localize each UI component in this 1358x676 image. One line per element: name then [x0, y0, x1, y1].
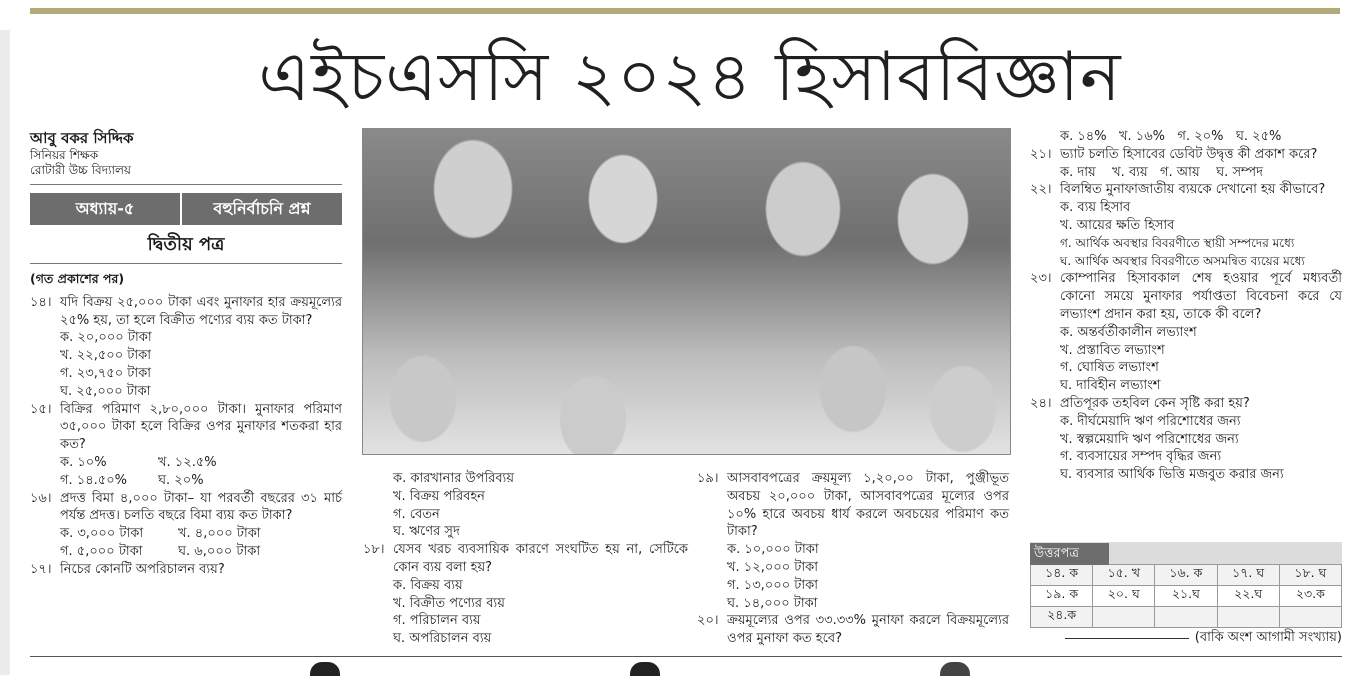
- table-cell: ১৭. ঘ: [1217, 565, 1279, 586]
- option: গ. ১৩,০০০ টাকা: [727, 577, 819, 593]
- option: খ. বিক্রীত পণ্যের ব্যয়: [393, 595, 505, 611]
- option-row: ক. ১৪% খ. ১৬% গ. ২০% ঘ. ২৫%: [1060, 129, 1282, 144]
- option-row: ক. দায় খ. ব্যয় গ. আয় ঘ. সম্পদ: [1060, 164, 1263, 180]
- answer-key-title: উত্তরপত্র: [1030, 543, 1109, 565]
- table-row: [1031, 607, 1342, 628]
- option: খ. ১২,০০০ টাকা: [727, 559, 819, 575]
- option-row: ক. ১০% খ. ১২.৫%: [60, 454, 217, 470]
- students-celebration-photo: [362, 128, 1011, 455]
- option: খ. প্রস্তাবিত লভ্যাংশ: [1060, 342, 1165, 358]
- paper-title: দ্বিতীয় পত্র: [147, 234, 225, 255]
- option: ক. ১০,০০০ টাকা: [727, 542, 819, 558]
- page-headline: এইচএসসি ২০২৪ হিসাববিজ্ঞান: [258, 38, 1122, 117]
- cropped-glyph: [940, 662, 970, 676]
- column-2: [363, 470, 688, 648]
- option: ঘ. ঋণের সুদ: [393, 524, 460, 540]
- divider: [30, 263, 342, 264]
- table-cell: [1093, 607, 1155, 628]
- option: গ. ঘোষিত লভ্যাংশ: [1060, 360, 1159, 376]
- table-cell: ১৯. ক: [1031, 586, 1093, 607]
- question-16: ১৬। প্রদত্ত বিমা ৪,০০০ টাকা– যা পরবর্তী বছরের ৩১ মার্চ পর্যন্ত প্রদত্ত। চলতি বছরে বিমা ব্যয় কত টাকা?: [30, 490, 342, 524]
- question-24: ২৪। প্রতিপূরক তহবিল কেন সৃষ্টি করা হয়?: [1030, 395, 1250, 411]
- chapter-type: বহুনির্বাচনি প্রশ্ন: [213, 199, 311, 218]
- option-row: গ. ১৪.৫০% ঘ. ২০%: [60, 472, 204, 488]
- question-14: ১৪। যদি বিক্রয় ২৫,০০০ টাকা এবং মুনাফার হার ক্রয়মূল্যের ২৫% হয়, তা হলে বিক্রীত পণ্যের ব্যয় কত টাকা?: [30, 294, 342, 328]
- option: গ. ব্যবসায়ের সম্পদ বৃদ্ধির জন্য: [1060, 449, 1222, 465]
- cropped-glyph: [630, 662, 660, 676]
- option: ক. কারখানার উপরিব্যয়: [393, 471, 514, 486]
- next-headline-cropped: [290, 662, 970, 676]
- table-cell: ২২.ঘ: [1217, 586, 1279, 607]
- option: ক. ২০,০০০ টাকা: [60, 330, 152, 346]
- table-cell: ১৬. ক: [1155, 565, 1217, 586]
- left-page-margin: [0, 30, 10, 675]
- option: গ. আর্থিক অবস্থার বিবরণীতে স্থায়ী সম্পদের মধ্যে: [1060, 235, 1295, 250]
- author-school: রোটারী উচ্চ বিদ্যালয়: [30, 163, 131, 177]
- table-cell: ২৩.ক: [1279, 586, 1341, 607]
- previous-note: (গত প্রকাশের পর): [30, 271, 125, 286]
- option: খ. বিক্রয় পরিবহন: [393, 488, 485, 504]
- answer-table: [1030, 564, 1342, 628]
- option: ঘ. ১৪,০০০ টাকা: [727, 595, 818, 611]
- continued-note: [1065, 628, 1342, 649]
- table-row: [1031, 565, 1342, 586]
- chapter-label: অধ্যায়-৫: [30, 193, 182, 225]
- chapter-banner: [30, 193, 342, 225]
- bottom-rule: [30, 656, 1342, 657]
- table-cell: [1155, 607, 1217, 628]
- author-role: সিনিয়র শিক্ষক: [30, 148, 99, 162]
- question-22: ২২। বিলম্বিত মুনাফাজাতীয় ব্যয়কে দেখানো হয় কীভাবে?: [1030, 182, 1326, 198]
- column-4: [1030, 128, 1342, 484]
- question-23: ২৩। কোম্পানির হিসাবকাল শেষ হওয়ার পূর্বে মধ্যবর্তী কোনো সময়ে মুনাফার পর্যাপ্ততা বিবেচনা করে যে লভ্যাংশ প্রদান করা হয়, তাকে কী বলে?: [1030, 271, 1342, 322]
- table-cell: ১৮. ঘ: [1279, 565, 1341, 586]
- option: ঘ. ব্যবসার আর্থিক ভিত্তি মজবুত করার জন্য: [1060, 467, 1284, 483]
- option: গ. বেতন: [393, 506, 440, 522]
- question-20: ২০। ক্রয়মূল্যের ওপর ৩৩.৩৩% মুনাফা করলে বিক্রয়মূল্যের ওপর মুনাফা কত হবে?: [697, 613, 1009, 647]
- answer-key: [1030, 542, 1342, 628]
- table-cell: ১৫. খ: [1093, 565, 1155, 586]
- continued-line: [1065, 638, 1189, 639]
- table-row: [1031, 586, 1342, 607]
- option: গ. পরিচালন ব্যয়: [393, 613, 481, 629]
- continued-text: (বাকি অংশ আগামী সংখ্যায়): [1194, 630, 1342, 645]
- option: ঘ. আর্থিক অবস্থার বিবরণীতে অসমন্বিত ব্যয়ের মধ্যে: [1060, 253, 1305, 268]
- table-cell: ২৪.ক: [1031, 607, 1093, 628]
- question-19: ১৯। আসবাবপত্রের ক্রয়মূল্য ১,২০,০০ টাকা, পুঞ্জীভূত অবচয় ২০,০০০ টাকা, আসবাবপত্রের মূল্যের ওপর ১০% হারে অবচয় ধার্য করলে অবচয়ের পরিমাণ কত টাকা?: [697, 471, 1009, 540]
- cropped-glyph: [310, 662, 340, 676]
- option: ঘ. অপরিচালন ব্যয়: [393, 631, 492, 647]
- option: ক. অন্তর্বর্তীকালীন লভ্যাংশ: [1060, 324, 1197, 340]
- question-17: ১৭। নিচের কোনটি অপরিচালন ব্যয়?: [30, 561, 225, 577]
- question-21: ২১। ভ্যাট চলতি হিসাবের ডেবিট উদ্বৃত্ত কী প্রকাশ করে?: [1030, 146, 1318, 162]
- question-15: ১৫। বিক্রির পরিমাণ ২,৮০,০০০ টাকা। মুনাফার পরিমাণ ৩৫,০০০ টাকা হলে বিক্রির ওপর মুনাফার শতকরা হার কত?: [30, 401, 342, 453]
- option: ক. ব্যয় হিসাব: [1060, 200, 1131, 216]
- column-3: [697, 470, 1009, 648]
- option: ক. দীর্ঘমেয়াদি ঋণ পরিশোধের জন্য: [1060, 413, 1241, 429]
- option: খ. আয়ের ক্ষতি হিসাব: [1060, 217, 1175, 233]
- option: খ. স্বল্পমেয়াদি ঋণ পরিশোধের জন্য: [1060, 431, 1239, 447]
- table-cell: [1217, 607, 1279, 628]
- top-decorative-rule: [30, 8, 1340, 14]
- option: ক. বিক্রয় ব্যয়: [393, 577, 463, 593]
- option: খ. ২২,৫০০ টাকা: [60, 348, 152, 364]
- option: গ. ২৩,৭৫০ টাকা: [60, 365, 152, 381]
- option: ঘ. দাবিহীন লভ্যাংশ: [1060, 378, 1161, 394]
- answer-key-header: [1030, 542, 1342, 564]
- option: ঘ. ২৫,০০০ টাকা: [60, 383, 151, 399]
- option-row: ক. ৩,০০০ টাকা খ. ৪,০০০ টাকা: [60, 526, 261, 542]
- table-cell: ১৪. ক: [1031, 565, 1093, 586]
- divider: [30, 184, 342, 185]
- column-1: [30, 128, 342, 579]
- table-cell: ২০. ঘ: [1093, 586, 1155, 607]
- table-cell: ২১.ঘ: [1155, 586, 1217, 607]
- author-name: আবু বকর সিদ্দিক: [30, 129, 134, 147]
- table-cell: [1279, 607, 1341, 628]
- option-row: গ. ৫,০০০ টাকা ঘ. ৬,০০০ টাকা: [60, 543, 261, 559]
- question-18: ১৮। যেসব খরচ ব্যবসায়িক কারণে সংঘটিত হয় না, সেটিকে কোন ব্যয় বলা হয়?: [363, 542, 688, 575]
